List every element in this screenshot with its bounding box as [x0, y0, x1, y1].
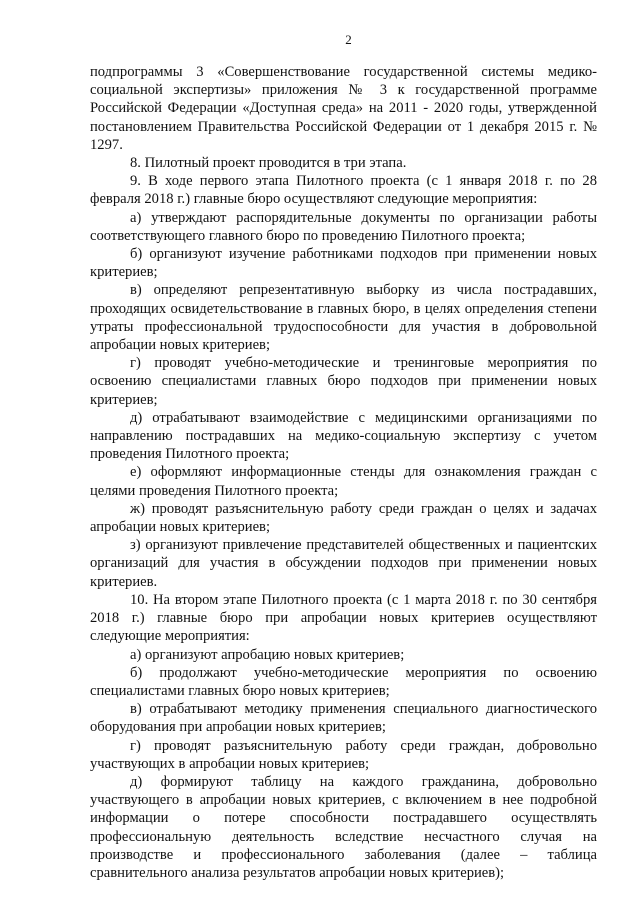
- paragraph-item-9a: а) утверждают распорядительные документы по организации работы соответствующего главного бюро по проведению Пилотного проекта;: [90, 209, 597, 244]
- paragraph-continuation: подпрограммы 3 «Совершенствование государственной системы медико-социальной экспертизы» приложения № 3 к государственной программе Российской Федерации «Доступная среда» на 2011 - 2020 годы, утвержденной постановлением Правительства Российской Федерации от 1 декабря 2015 г. № 1297.: [90, 64, 597, 153]
- paragraph-item-9b: б) организуют изучение работниками подходов при применении новых критериев;: [90, 246, 597, 281]
- page-number: 2: [345, 32, 352, 47]
- paragraph-item-9d: д) отрабатывают взаимодействие с медицинскими организациями по направлению пострадавших на медико-социальную экспертизу с учетом проведения Пилотного проекта;: [90, 409, 597, 463]
- paragraph-item-10: 10. На втором этапе Пилотного проекта (с 1 марта 2018 г. по 30 сентября 2018 г.) главные бюро при апробации новых критериев осуществляют следующие мероприятия:: [90, 591, 597, 645]
- paragraph-item-10d: д) формируют таблицу на каждого гражданина, добровольно участвующего в апробации новых критериев, с включением в нее подробной информации о потере способности пострадавшего осуществлять профессиональную деятельность вследствие несчастного случая на производстве и профессионального заболевания (далее – таблица сравнительного анализа результатов апробации новых критериев);: [90, 773, 597, 881]
- paragraph-item-9g: г) проводят учебно-методические и тренинговые мероприятия по освоению специалистами главных бюро подходов при применении новых критериев;: [90, 355, 597, 408]
- paragraph-item-10v: в) отрабатывают методику применения специального диагностического оборудования при апробации новых критериев;: [90, 701, 597, 736]
- paragraph-item-10b: б) продолжают учебно-методические мероприятия по освоению специалистами главных бюро новых критериев;: [90, 664, 597, 699]
- paragraph-item-8: 8. Пилотный проект проводится в три этапа.: [130, 155, 407, 172]
- paragraph-item-10g: г) проводят разъяснительную работу среди граждан, добровольно участвующих в апробации новых критериев;: [90, 737, 597, 772]
- paragraph-item-10a: а) организуют апробацию новых критериев;: [130, 646, 405, 663]
- paragraph-item-9: 9. В ходе первого этапа Пилотного проекта (с 1 января 2018 г. по 28 февраля 2018 г.) главные бюро осуществляют следующие мероприятия:: [90, 173, 597, 208]
- paragraph-item-9zh: ж) проводят разъяснительную работу среди граждан о целях и задачах апробации новых критериев;: [90, 500, 597, 536]
- document-body: [90, 63, 597, 882]
- paragraph-item-9v: в) определяют репрезентативную выборку из числа пострадавших, проходящих освидетельствование в главных бюро, в целях определения степени утраты профессиональной трудоспособности для участия в добровольной апробации новых критериев;: [90, 282, 597, 354]
- paragraph-item-9e: е) оформляют информационные стенды для ознакомления граждан с целями проведения Пилотного проекта;: [90, 464, 597, 499]
- paragraph-item-9z: з) организуют привлечение представителей общественных и пациентских организаций для участия в обсуждении подходов при применении новых критериев.: [90, 537, 597, 590]
